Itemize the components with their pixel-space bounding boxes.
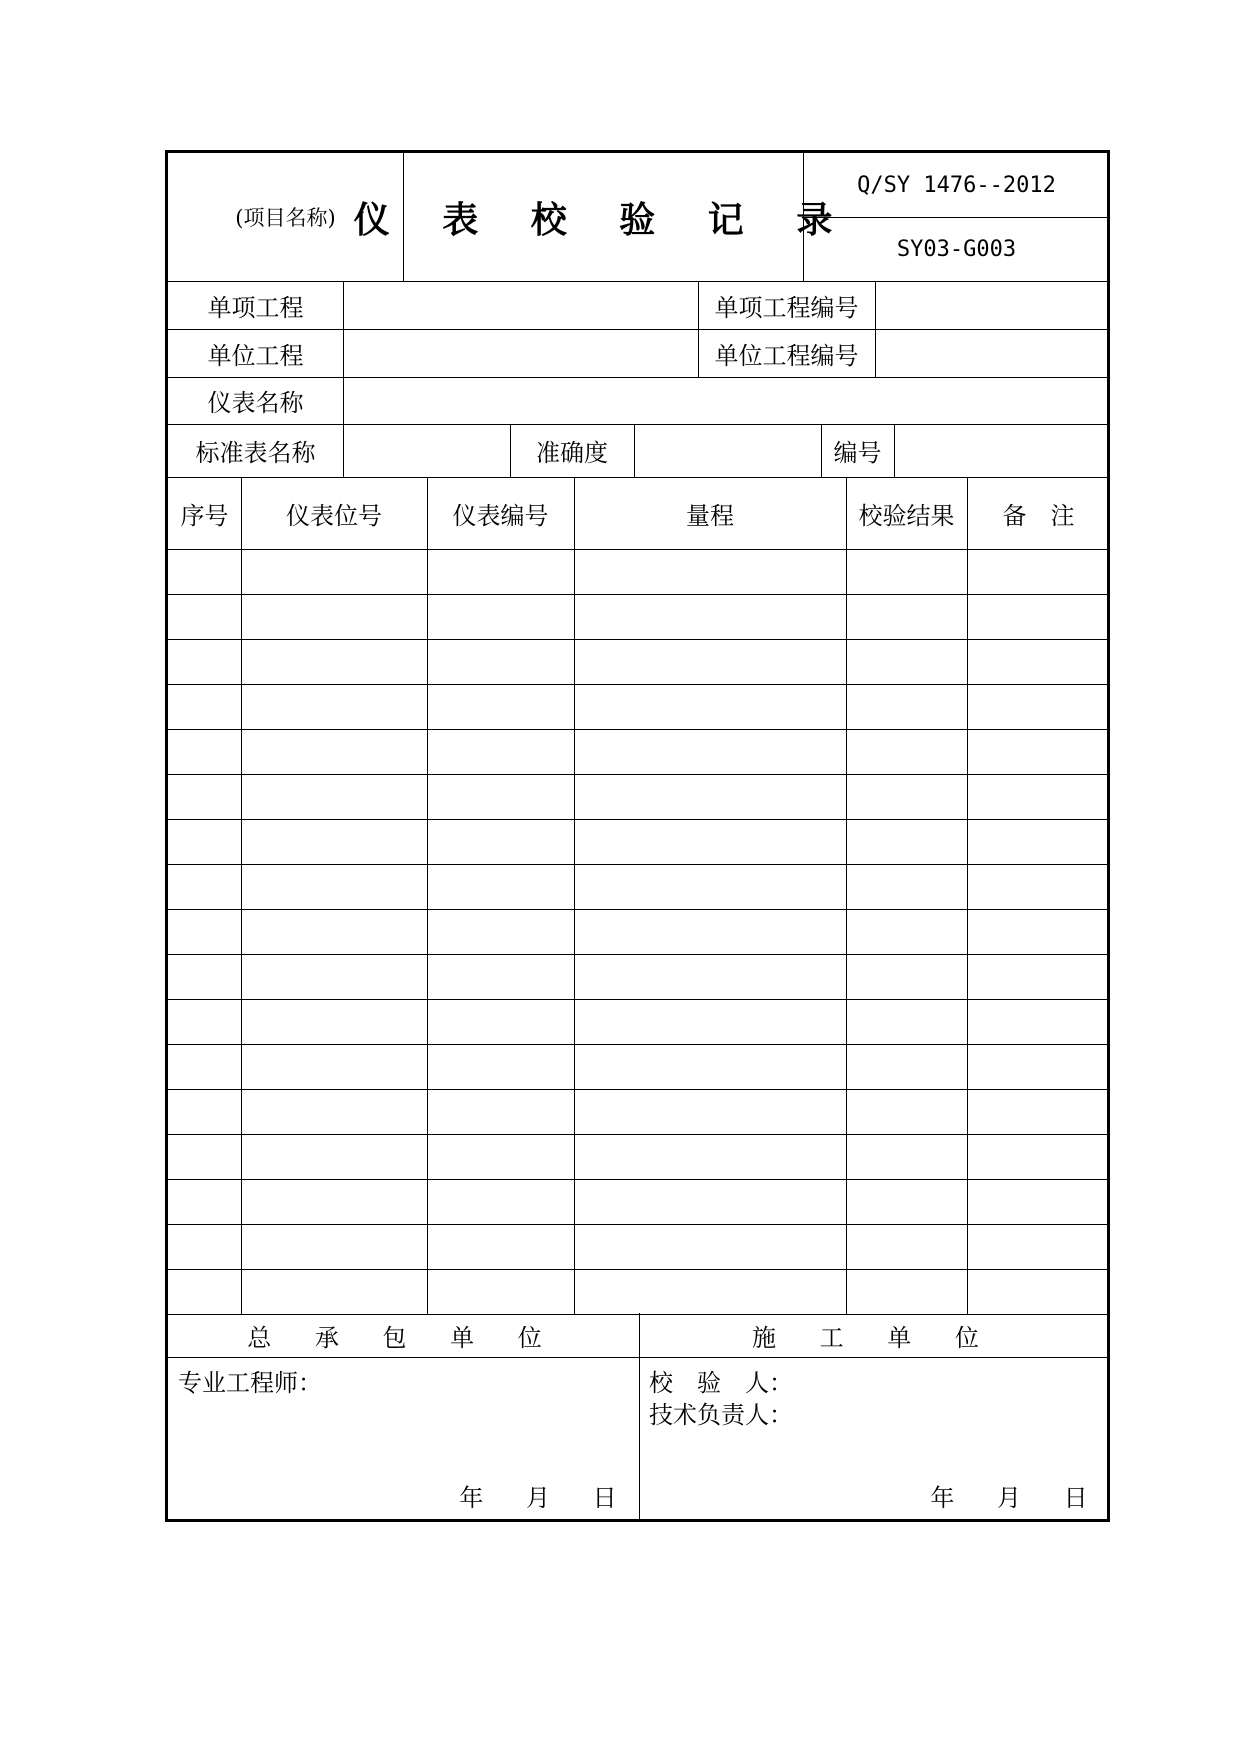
table-cell-range[interactable] [574, 1179, 846, 1224]
table-cell-remarks[interactable] [967, 1179, 1110, 1224]
instrument-name-label: 仪表名称 [207, 389, 304, 417]
table-cell-result[interactable] [846, 864, 967, 909]
table-cell-range[interactable] [574, 864, 846, 909]
left-day: 日 [592, 1483, 617, 1512]
unit-project-no-field[interactable] [875, 329, 1110, 377]
table-cell-seq[interactable] [168, 549, 241, 594]
unit-project-label: 单位工程 [207, 341, 304, 370]
table-cell-instrument-no[interactable] [427, 684, 574, 729]
table-cell-result[interactable] [846, 1179, 967, 1224]
table-cell-result[interactable] [846, 1089, 967, 1134]
standard-code: Q/SY 1476--2012 [857, 172, 1056, 198]
standard-meter-field[interactable] [343, 424, 510, 477]
table-cell-result[interactable] [846, 774, 967, 819]
table-cell-instrument-no[interactable] [427, 1269, 574, 1314]
table-cell-remarks[interactable] [967, 774, 1110, 819]
right-month: 月 [996, 1483, 1021, 1512]
table-cell-seq[interactable] [168, 1134, 241, 1179]
column-header-range: 量程 [686, 501, 734, 530]
table-cell-position-no[interactable] [241, 1179, 427, 1224]
table-cell-seq[interactable] [168, 774, 241, 819]
table-cell-remarks[interactable] [967, 1089, 1110, 1134]
table-cell-remarks[interactable] [967, 684, 1110, 729]
engineer-signature-label: 专业工程师： [178, 1369, 322, 1397]
table-cell-seq[interactable] [168, 1269, 241, 1314]
table-cell-range[interactable] [574, 549, 846, 594]
table-cell-range[interactable] [574, 819, 846, 864]
table-cell-instrument-no[interactable] [427, 729, 574, 774]
table-cell-seq[interactable] [168, 1224, 241, 1269]
table-cell-instrument-no[interactable] [427, 639, 574, 684]
table-cell-instrument-no[interactable] [427, 909, 574, 954]
table-cell-result[interactable] [846, 639, 967, 684]
table-cell-remarks[interactable] [967, 1134, 1110, 1179]
table-cell-instrument-no[interactable] [427, 1089, 574, 1134]
table-cell-seq[interactable] [168, 639, 241, 684]
table-cell-range[interactable] [574, 639, 846, 684]
table-cell-seq[interactable] [168, 909, 241, 954]
table-cell-position-no[interactable] [241, 549, 427, 594]
table-cell-result[interactable] [846, 594, 967, 639]
table-cell-result[interactable] [846, 1044, 967, 1089]
table-cell-instrument-no[interactable] [427, 954, 574, 999]
number-label: 编号 [833, 439, 882, 467]
table-cell-instrument-no[interactable] [427, 549, 574, 594]
left-date [438, 1475, 638, 1515]
table-cell-seq[interactable] [168, 864, 241, 909]
table-cell-remarks[interactable] [967, 954, 1110, 999]
right-date [909, 1475, 1109, 1515]
project-name: (项目名称) [235, 206, 336, 230]
table-cell-seq[interactable] [168, 594, 241, 639]
left-month: 月 [525, 1483, 550, 1512]
table-cell-range[interactable] [574, 1044, 846, 1089]
table-cell-instrument-no[interactable] [427, 1134, 574, 1179]
table-cell-range[interactable] [574, 1269, 846, 1314]
instrument-calibration-form [165, 150, 1110, 1522]
column-header-instrument-no: 仪表编号 [452, 501, 549, 530]
table-cell-position-no[interactable] [241, 684, 427, 729]
table-cell-instrument-no[interactable] [427, 819, 574, 864]
table-cell-position-no[interactable] [241, 1044, 427, 1089]
table-cell-remarks[interactable] [967, 639, 1110, 684]
form-code: SY03-G003 [896, 236, 1017, 262]
left-year: 年 [459, 1483, 484, 1512]
table-cell-instrument-no[interactable] [427, 1224, 574, 1269]
table-cell-position-no[interactable] [241, 1089, 427, 1134]
table-cell-remarks[interactable] [967, 864, 1110, 909]
table-cell-seq[interactable] [168, 684, 241, 729]
table-cell-range[interactable] [574, 1134, 846, 1179]
table-cell-result[interactable] [846, 1134, 967, 1179]
table-cell-remarks[interactable] [967, 549, 1110, 594]
table-cell-result[interactable] [846, 1269, 967, 1314]
table-cell-instrument-no[interactable] [427, 1044, 574, 1089]
table-cell-remarks[interactable] [967, 1269, 1110, 1314]
table-cell-remarks[interactable] [967, 729, 1110, 774]
table-cell-result[interactable] [846, 729, 967, 774]
table-cell-position-no[interactable] [241, 999, 427, 1044]
single-project-no-field[interactable] [875, 281, 1110, 329]
instrument-name-field[interactable] [343, 377, 1110, 424]
right-year: 年 [930, 1483, 955, 1512]
column-header-result: 校验结果 [858, 501, 955, 530]
table-cell-remarks[interactable] [967, 909, 1110, 954]
table-cell-result[interactable] [846, 549, 967, 594]
table-cell-position-no[interactable] [241, 909, 427, 954]
table-cell-remarks[interactable] [967, 999, 1110, 1044]
table-cell-seq[interactable] [168, 954, 241, 999]
table-cell-position-no[interactable] [241, 1224, 427, 1269]
table-cell-instrument-no[interactable] [427, 864, 574, 909]
calibration-table [168, 477, 1110, 1313]
number-field[interactable] [894, 424, 1110, 477]
unit-project-field[interactable] [343, 329, 698, 377]
table-cell-result[interactable] [846, 954, 967, 999]
table-cell-position-no[interactable] [241, 1269, 427, 1314]
single-project-field[interactable] [343, 281, 698, 329]
inspector-signature-label: 校 验 人： [649, 1369, 793, 1397]
unit-project-no-label: 单位工程编号 [714, 341, 859, 370]
table-cell-position-no[interactable] [241, 594, 427, 639]
tech-lead-signature-label: 技术负责人： [649, 1401, 793, 1429]
table-cell-result[interactable] [846, 1224, 967, 1269]
table-cell-range[interactable] [574, 954, 846, 999]
standard-meter-label: 标准表名称 [195, 439, 316, 467]
single-project-label: 单项工程 [207, 293, 304, 322]
table-cell-position-no[interactable] [241, 774, 427, 819]
table-cell-range[interactable] [574, 999, 846, 1044]
table-cell-range[interactable] [574, 1089, 846, 1134]
table-cell-result[interactable] [846, 684, 967, 729]
table-cell-result[interactable] [846, 819, 967, 864]
table-cell-position-no[interactable] [241, 1134, 427, 1179]
general-contractor-header: 总 承 包 单 位 [247, 1323, 560, 1352]
table-cell-seq[interactable] [168, 1044, 241, 1089]
table-cell-seq[interactable] [168, 1179, 241, 1224]
table-cell-position-no[interactable] [241, 954, 427, 999]
table-cell-range[interactable] [574, 684, 846, 729]
form-title: 仪 表 校 验 记 录 [353, 199, 853, 241]
table-cell-range[interactable] [574, 594, 846, 639]
single-project-no-label: 单项工程编号 [714, 293, 859, 322]
table-cell-range[interactable] [574, 909, 846, 954]
column-header-position-no: 仪表位号 [286, 501, 382, 530]
table-cell-seq[interactable] [168, 729, 241, 774]
table-cell-remarks[interactable] [967, 819, 1110, 864]
table-cell-position-no[interactable] [241, 819, 427, 864]
table-cell-range[interactable] [574, 729, 846, 774]
table-cell-seq[interactable] [168, 1089, 241, 1134]
table-cell-remarks[interactable] [967, 1044, 1110, 1089]
table-cell-position-no[interactable] [241, 864, 427, 909]
table-cell-instrument-no[interactable] [427, 594, 574, 639]
table-cell-seq[interactable] [168, 819, 241, 864]
accuracy-label: 准确度 [536, 439, 608, 467]
right-day: 日 [1063, 1483, 1088, 1512]
table-cell-instrument-no[interactable] [427, 999, 574, 1044]
table-cell-result[interactable] [846, 909, 967, 954]
accuracy-field[interactable] [634, 424, 821, 477]
table-cell-instrument-no[interactable] [427, 774, 574, 819]
table-cell-range[interactable] [574, 774, 846, 819]
table-cell-instrument-no[interactable] [427, 1179, 574, 1224]
column-header-seq: 序号 [180, 501, 229, 530]
table-cell-remarks[interactable] [967, 594, 1110, 639]
column-header-remarks: 备 注 [1002, 501, 1075, 530]
table-cell-position-no[interactable] [241, 639, 427, 684]
table-cell-range[interactable] [574, 1224, 846, 1269]
table-cell-result[interactable] [846, 999, 967, 1044]
table-cell-position-no[interactable] [241, 729, 427, 774]
construction-unit-header: 施 工 单 位 [752, 1323, 997, 1352]
table-cell-remarks[interactable] [967, 1224, 1110, 1269]
table-cell-seq[interactable] [168, 999, 241, 1044]
